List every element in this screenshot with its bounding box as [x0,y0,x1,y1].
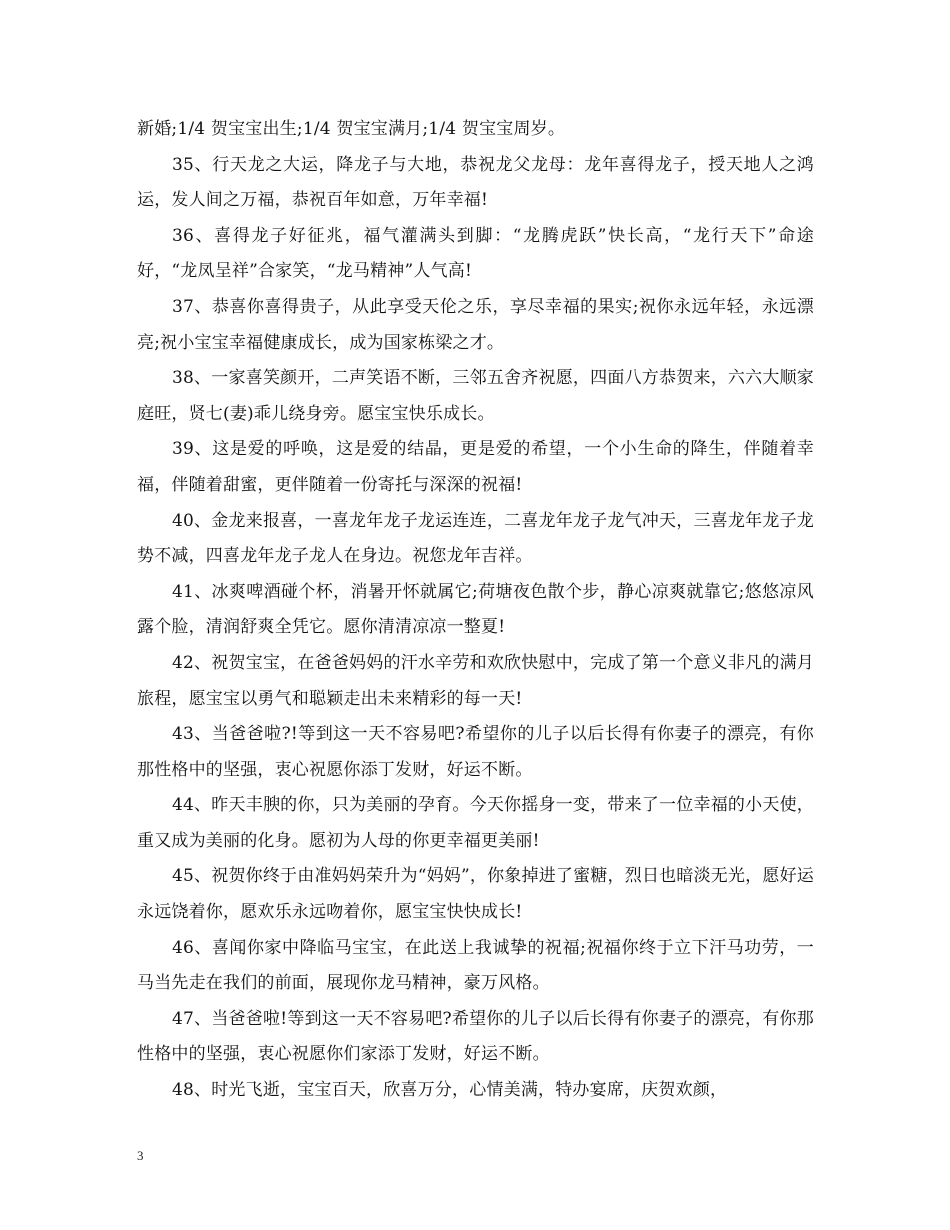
paragraph: 43、当爸爸啦?!等到这一天不容易吧?希望你的儿子以后长得有你妻子的漂亮，有你那性格中的坚强，衷心祝愿你添丁发财，好运不断。 [137,724,814,780]
page-number: 3 [137,1148,144,1163]
paragraph: 36、喜得龙子好征兆，福气灌满头到脚：“龙腾虎跃”快长高，“龙行天下”命途好，“龙凤呈祥”合家笑，“龙马精神”人气高! [137,225,814,282]
paragraph: 48、时光飞逝，宝宝百天，欣喜万分，心情美满，特办宴席，庆贺欢颜， [172,1080,728,1101]
paragraph: 45、祝贺你终于由准妈妈荣升为“妈妈”，你象掉进了蜜糖，烈日也暗淡无光，愿好运永远饶着你，愿欢乐永远吻着你，愿宝宝快快成长! [137,866,814,923]
paragraph: 47、当爸爸啦!等到这一天不容易吧?希望你的儿子以后长得有你妻子的漂亮，有你那性格中的坚强，衷心祝愿你们家添丁发财，好运不断。 [137,1008,814,1065]
paragraph: 38、一家喜笑颜开，二声笑语不断，三邻五舍齐祝愿，四面八方恭贺来，六六大顺家庭旺，贤七(妻)乖儿绕身旁。愿宝宝快乐成长。 [137,368,814,424]
paragraph: 37、恭喜你喜得贵子，从此享受天伦之乐，享尽幸福的果实;祝你永远年轻，永远漂亮;祝小宝宝幸福健康成长，成为国家栋梁之才。 [137,296,814,353]
paragraph: 46、喜闻你家中降临马宝宝，在此送上我诚挚的祝福;祝福你终于立下汗马功劳，一马当先走在我们的前面，展现你龙马精神，豪万风格。 [137,937,814,994]
document-body [137,112,814,1109]
paragraph: 40、金龙来报喜，一喜龙年龙子龙运连连，二喜龙年龙子龙气冲天，三喜龙年龙子龙势不减，四喜龙年龙子龙人在身边。祝您龙年吉祥。 [137,510,814,567]
paragraph: 35、行天龙之大运，降龙子与大地，恭祝龙父龙母：龙年喜得龙子，授天地人之鸿运，发人间之万福，恭祝百年如意，万年幸福! [137,154,814,211]
paragraph: 44、昨天丰腴的你，只为美丽的孕育。今天你摇身一变，带来了一位幸福的小天使，重又成为美丽的化身。愿初为人母的你更幸福更美丽! [137,795,814,851]
paragraph: 新婚;1/4 贺宝宝出生;1/4 贺宝宝满月;1/4 贺宝宝周岁。 [137,119,566,139]
paragraph: 41、冰爽啤酒碰个杯，消暑开怀就属它;荷塘夜色散个步，静心凉爽就靠它;悠悠凉风露个脸，清润舒爽全凭它。愿你清清凉凉一整夏! [137,581,814,638]
paragraph: 42、祝贺宝宝，在爸爸妈妈的汗水辛劳和欢欣快慰中，完成了第一个意义非凡的满月旅程，愿宝宝以勇气和聪颖走出未来精彩的每一天! [137,652,814,709]
paragraph: 39、这是爱的呼唤，这是爱的结晶，更是爱的希望，一个小生命的降生，伴随着幸福，伴随着甜蜜，更伴随着一份寄托与深深的祝福! [137,439,814,495]
